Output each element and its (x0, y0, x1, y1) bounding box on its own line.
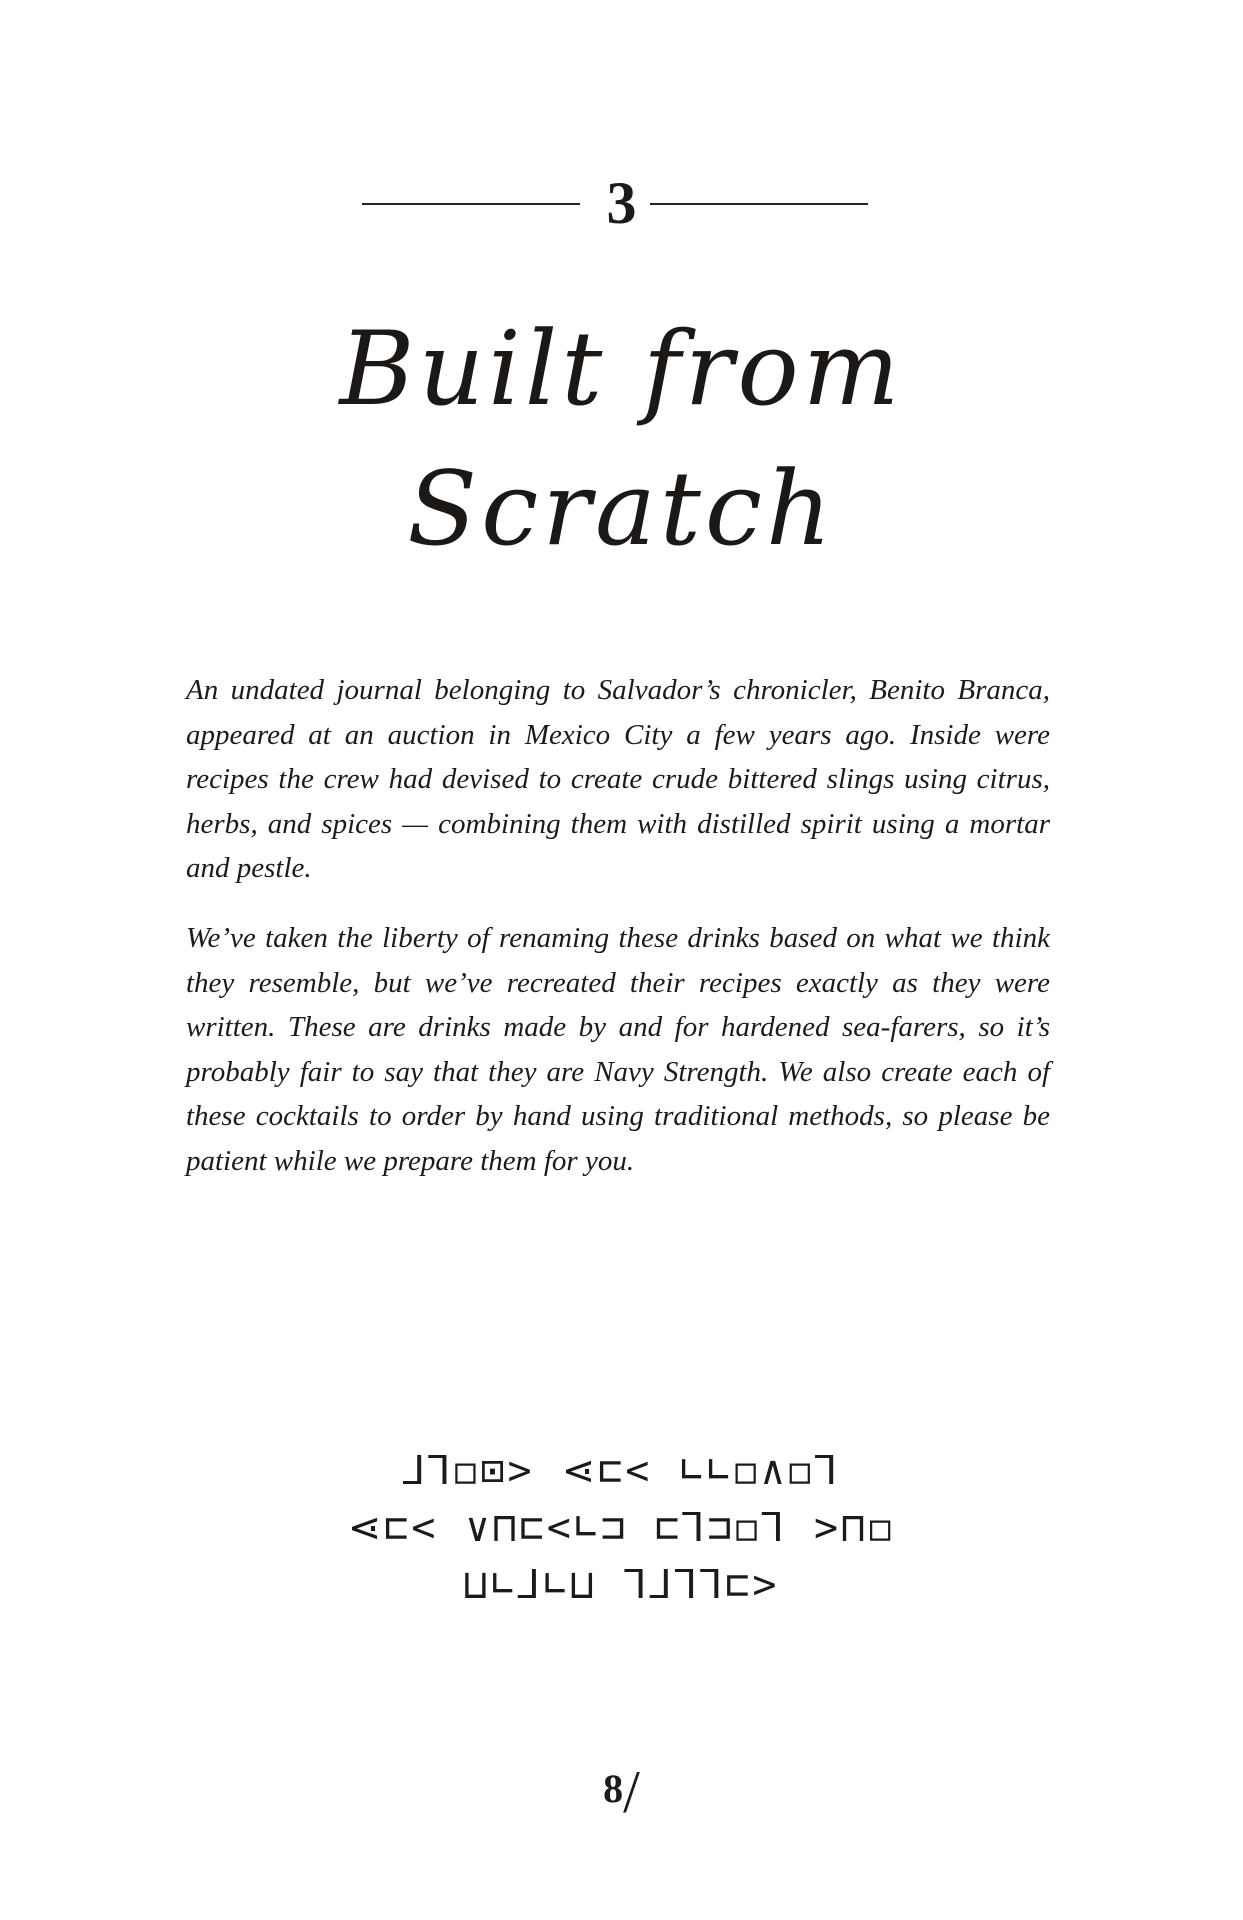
body-paragraph-2: We’ve taken the liberty of renaming these drinks based on what we think they resemble, but we’ve recreated their recipes exactly as they were written. These are drinks made by and for hardened sea-farers, so it’s probably fair to say that they are Navy Strength. We also create each of these cocktails to order by hand using traditional methods, so please be patient while we prepare them for you. (186, 921, 1050, 1177)
page-number-value: 8 (603, 1766, 624, 1811)
chapter-title (0, 300, 1243, 580)
chapter-number: 3 (606, 170, 637, 236)
cipher-line-2: ⋖⊏< ∨⊓⊏<∟⊐ ⊏⅂⊐◻⅂ >⊓◻ (347, 1505, 896, 1551)
chapter-title-line-1: Built from (339, 310, 904, 429)
cipher-line-3: ⊔∟⅃∟⊔ ⅂⅃⅂⅂⊏> (463, 1562, 780, 1608)
body-paragraph-1: An undated journal belonging to Salvador’s chronicler, Benito Branca, appeared at an auction in Mexico City a few years ago. Inside were recipes the crew had devised to create crude bittered slings using citrus, herbs, and spices — combining them with distilled spirit using a mortar and pestle. (186, 674, 1050, 885)
rule-right (650, 203, 868, 205)
chapter-heading (0, 168, 1243, 238)
body-text (186, 668, 1050, 1209)
cipher-text (0, 1443, 1243, 1614)
page-slash-mark: / (623, 1759, 640, 1825)
chapter-title-line-2: Scratch (407, 450, 836, 569)
page-number (0, 1752, 1243, 1825)
cipher-line-1: ⅃⅂◻⊡> ⋖⊏< ∟∟◻∧◻⅂ (402, 1448, 841, 1494)
